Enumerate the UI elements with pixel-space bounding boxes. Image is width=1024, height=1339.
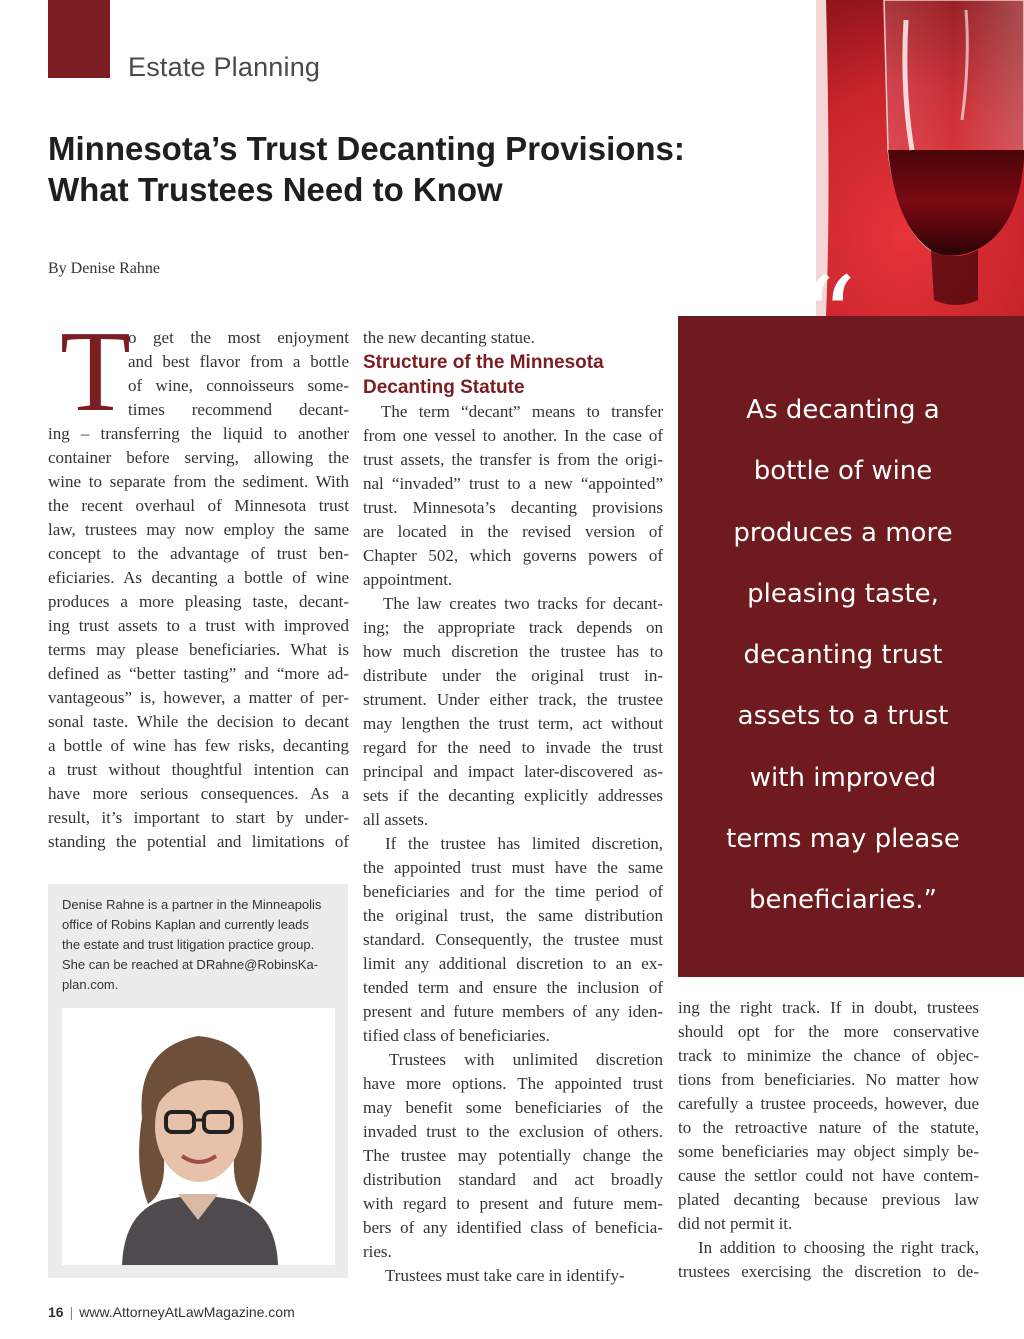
drop-cap: T — [60, 308, 131, 436]
pull-quote-line: As decanting a — [746, 395, 940, 425]
text-line: trustees exercising the discretion to de- — [678, 1262, 979, 1281]
text-line: nal “invaded” trust to a new “appointed” — [363, 474, 663, 493]
footer-divider: | — [69, 1304, 74, 1320]
author-portrait — [62, 1008, 335, 1265]
text-line: ing – transferring the liquid to another — [48, 424, 349, 443]
text-line: did not permit it. — [678, 1214, 793, 1233]
article-headline — [48, 128, 768, 210]
text-line: a bottle of wine has few risks, decanting — [48, 736, 349, 755]
text-line: of wine, connoisseurs some- — [128, 376, 349, 395]
pull-quote-line: with improved — [749, 762, 937, 793]
text-line: vantageous” is, however, a matter of per- — [48, 688, 349, 707]
text-line: times recommend decant- — [128, 400, 349, 419]
pull-quote-line: decanting trust — [743, 640, 943, 671]
text-line: In addition to choosing the right track, — [698, 1238, 979, 1257]
text-line: how much discretion the trustee has to — [363, 642, 663, 661]
text-line: limit any additional discretion to an ex- — [363, 954, 663, 973]
text-line: eficiaries. As decanting a bottle of wine — [48, 568, 349, 587]
text-line: the appointed trust must have the same — [363, 858, 663, 877]
bio-line: Denise Rahne is a partner in the Minneapolis — [62, 897, 322, 912]
text-line: ries. — [363, 1242, 392, 1261]
text-line: defined as “better tasting” and “more ad- — [48, 664, 349, 683]
text-line: plated decanting because previous law — [678, 1190, 979, 1209]
text-line: cause the settlor could not have contem- — [678, 1166, 979, 1185]
article-column-3 — [678, 996, 979, 1284]
text-line: tions from beneficiaries. No matter how — [678, 1070, 979, 1089]
article-column-2 — [363, 326, 663, 1288]
bio-line: office of Robins Kaplan and currently leads — [62, 917, 309, 932]
headline-line-2: What Trustees Need to Know — [48, 171, 503, 208]
text-line: bers of any identified class of beneficia- — [363, 1218, 663, 1237]
open-quote-icon: “ — [800, 253, 857, 381]
text-line: from one vessel to another. In the case of — [363, 426, 663, 445]
text-line: and best flavor from a bottle — [128, 352, 349, 371]
text-line: sets if the decanting explicitly addresses — [363, 786, 663, 805]
text-line: concept to the advantage of trust ben- — [48, 544, 349, 563]
text-line: trust. Minnesota’s decanting provisions — [363, 498, 663, 517]
text-line: ing the right track. If in doubt, trustees — [678, 998, 979, 1017]
text-line: tended term and ensure the inclusion of — [363, 978, 663, 997]
text-line: with regard to present and future mem- — [363, 1194, 663, 1213]
text-line: principal and impact later-discovered as- — [363, 762, 663, 781]
text-line: law, trustees may now employ the same — [48, 520, 349, 539]
pull-quote-line: assets to a trust — [737, 701, 949, 732]
footer-website: www.AttorneyAtLawMagazine.com — [79, 1304, 295, 1320]
text-line: track to minimize the chance of objec- — [678, 1046, 979, 1065]
text-line: ing; the appropriate track depends on — [363, 618, 663, 637]
text-line: the recent overhaul of Minnesota trust — [48, 496, 349, 515]
text-line: wine to separate from the sediment. With — [48, 472, 349, 491]
text-line: are located in the revised version of — [363, 522, 663, 541]
text-line: sonal taste. While the decision to decant — [48, 712, 349, 731]
text-line: result, it’s important to start by under- — [48, 808, 349, 827]
section-color-bar — [48, 0, 110, 78]
text-line: The law creates two tracks for decant- — [383, 594, 663, 613]
page-footer — [48, 1304, 295, 1320]
text-line: have more serious consequences. As a — [48, 784, 349, 803]
text-line: may benefit some beneficiaries of the — [363, 1098, 663, 1117]
headline-line-1: Minnesota’s Trust Decanting Provisions: — [48, 130, 685, 167]
text-line: may lengthen the trust term, act without — [363, 714, 663, 733]
article-column-1 — [48, 326, 349, 854]
text-line: tified class of beneficiaries. — [363, 1026, 550, 1045]
subheading-line-2: Decanting Statute — [363, 377, 525, 398]
text-line: the original trust, the same distribution — [363, 906, 663, 925]
text-line: should opt for the more conservative — [678, 1022, 979, 1041]
text-line: ing trust assets to a trust with improved — [48, 616, 349, 635]
text-line: distribution standard and act broadly — [363, 1170, 663, 1189]
text-line: Trustees with unlimited discretion — [389, 1050, 663, 1069]
bio-line: She can be reached at DRahne@RobinsKa- — [62, 957, 319, 972]
text-line: container before serving, allowing the — [48, 448, 349, 467]
text-line: Trustees must take care in identify- — [385, 1266, 625, 1285]
pull-quote-line: produces a more — [733, 517, 953, 548]
wine-glass-image — [756, 0, 1024, 316]
text-line: standing the potential and limitations of — [48, 832, 349, 851]
text-line: terms may please beneficiaries. What is — [48, 640, 349, 659]
text-line: If the trustee has limited discretion, — [385, 834, 663, 853]
text-line: o get the most enjoyment — [128, 328, 349, 347]
text-line: a trust without thoughtful intention can — [48, 760, 349, 779]
text-line: present and future members of any iden- — [363, 1002, 663, 1021]
text-line: appointment. — [363, 570, 453, 589]
byline: By Denise Rahne — [48, 260, 160, 277]
column-2-lead: the new decanting statue. — [363, 328, 535, 347]
section-label: Estate Planning — [128, 52, 321, 82]
text-line: The term “decant” means to transfer — [381, 402, 663, 421]
text-line: The trustee may potentially change the — [363, 1146, 663, 1165]
text-line: trust assets, the transfer is from the origi- — [363, 450, 663, 469]
text-line: Chapter 502, which governs powers of — [363, 546, 663, 565]
bio-line: the estate and trust litigation practice group. — [62, 937, 315, 952]
text-line: regard for the need to invade the trust — [363, 738, 663, 757]
bio-line: plan.com. — [62, 977, 119, 992]
text-line: carefully a trustee proceeds, however, due — [678, 1094, 979, 1113]
pull-quote-text — [678, 380, 1008, 932]
text-line: have more options. The appointed trust — [363, 1074, 663, 1093]
pull-quote-line: pleasing taste, — [747, 578, 939, 609]
text-line: produces a more pleasing taste, decant- — [48, 592, 349, 611]
text-line: standard. Consequently, the trustee must — [363, 930, 663, 949]
pull-quote-line: terms may please — [726, 824, 960, 855]
text-line: strument. Under either track, the trustee — [363, 690, 663, 709]
pull-quote-line: bottle of wine — [753, 456, 933, 487]
text-line: beneficiaries and for the time period of — [363, 882, 663, 901]
text-line: to the retroactive nature of the statute, — [678, 1118, 979, 1137]
text-line: distribute under the original trust in- — [363, 666, 663, 685]
text-line: invaded trust to the exclusion of others. — [363, 1122, 663, 1141]
text-line: all assets. — [363, 810, 429, 829]
pull-quote-line: beneficiaries.” — [749, 885, 937, 916]
author-bio-text — [62, 895, 338, 995]
text-line: some beneficiaries may object simply be- — [678, 1142, 979, 1161]
subheading-line-1: Structure of the Minnesota — [363, 352, 604, 373]
page-number: 16 — [48, 1304, 64, 1320]
